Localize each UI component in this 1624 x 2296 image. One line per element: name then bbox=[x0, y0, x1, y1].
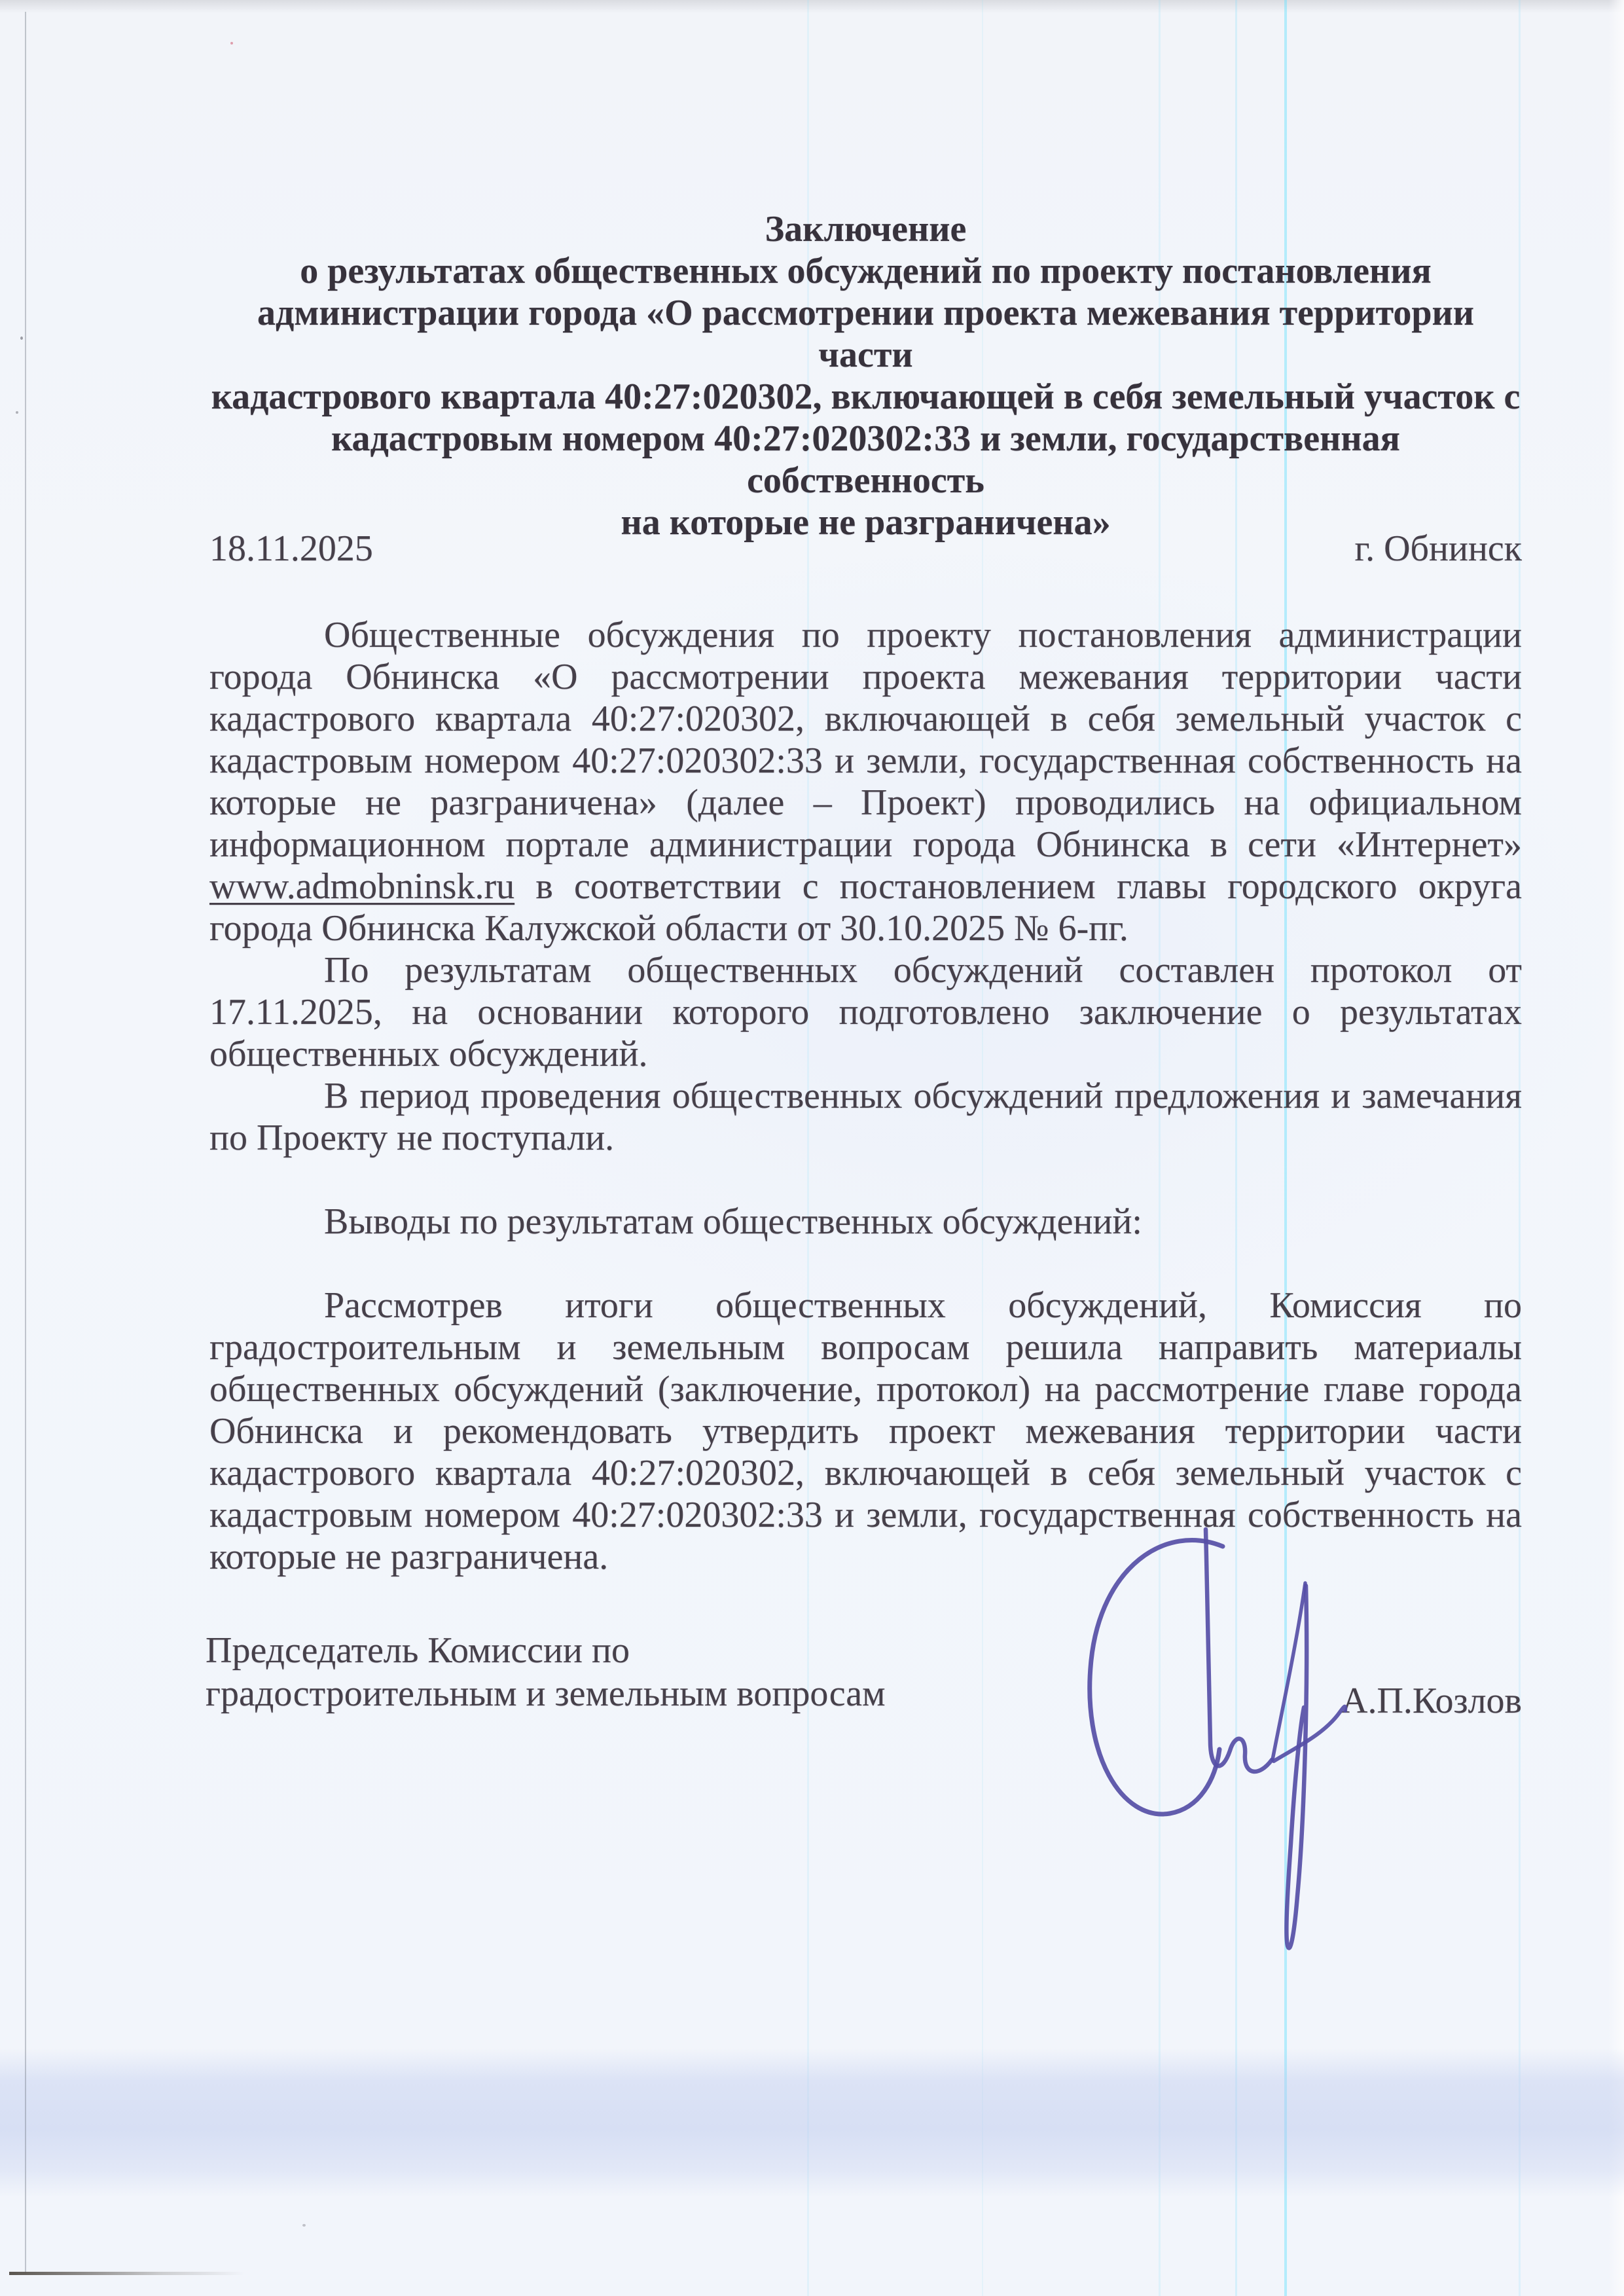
title-line: на которые не разграничена» bbox=[621, 502, 1111, 543]
conclusions-heading: Выводы по результатам общественных обсуждений: bbox=[324, 1201, 1142, 1242]
document-title bbox=[209, 208, 1522, 543]
document-city: г. Обнинск bbox=[1354, 528, 1522, 569]
paragraph-1-text: Общественные обсуждения по проекту постановления администрации города Обнинска «О рассмотрении проекта межевания территории части кадастрового квартала 40:27:020302, включающей в себя земельный участок с кадастровым номером 40:27:020302:33 и земли, государственная собственность на которые не разграничена» (далее – Проект) проводились на официальном информационном портале администрации города Обнинска в сети «Интернет» bbox=[209, 615, 1522, 865]
title-line: Заключение bbox=[765, 209, 967, 249]
signatory-name: А.П.Козлов bbox=[1341, 1681, 1522, 1721]
title-line: о результатах общественных обсуждений по проекту постановления bbox=[300, 251, 1432, 291]
title-line: кадастрового квартала 40:27:020302, включающей в себя земельный участок с bbox=[211, 376, 1521, 417]
title-line: кадастровым номером 40:27:020302:33 и земли, государственная собственность bbox=[331, 418, 1400, 501]
paragraph-4: Рассмотрев итоги общественных обсуждений, Комиссия по градостроительным и земельным вопросам решила направить материалы общественных обсуждений (заключение, протокол) на рассмотрение главе города Обнинска и рекомендовать утвердить проект межевания территории части кадастрового квартала 40:27:020302, включающей в себя земельный участок с кадастровым номером 40:27:020302:33 и земли, государственная собственность на которые не разграничена. bbox=[209, 1285, 1522, 1577]
signatory-position-line2: градостроительным и земельным вопросам bbox=[206, 1673, 886, 1714]
title-line: администрации города «О рассмотрении проекта межевания территории части bbox=[257, 293, 1475, 375]
paragraph-2: По результатам общественных обсуждений составлен протокол от 17.11.2025, на основании которого подготовлено заключение о результатах общественных обсуждений. bbox=[209, 950, 1522, 1074]
document-date: 18.11.2025 bbox=[209, 528, 373, 569]
document-body bbox=[209, 614, 1522, 1578]
paragraph-3: В период проведения общественных обсуждений предложения и замечания по Проекту не поступали. bbox=[209, 1076, 1522, 1158]
paragraph-1-continuation: в соответствии с постановлением главы городского округа города Обнинска Калужской области от 30.10.2025 № 6-пг. bbox=[209, 866, 1522, 949]
scan-left-edge-line bbox=[25, 12, 26, 2274]
paragraph-1 bbox=[209, 614, 1522, 949]
scan-speck bbox=[20, 337, 23, 340]
scan-right-edge bbox=[1608, 0, 1624, 2296]
portal-url-link[interactable]: www.admobninsk.ru bbox=[209, 866, 515, 907]
signatory-position-line1: Председатель Комиссии по bbox=[206, 1630, 630, 1671]
scan-speck bbox=[16, 411, 18, 414]
handwritten-signature bbox=[1060, 1518, 1362, 1969]
signatory-position bbox=[206, 1629, 886, 1715]
date-row bbox=[209, 528, 1522, 570]
